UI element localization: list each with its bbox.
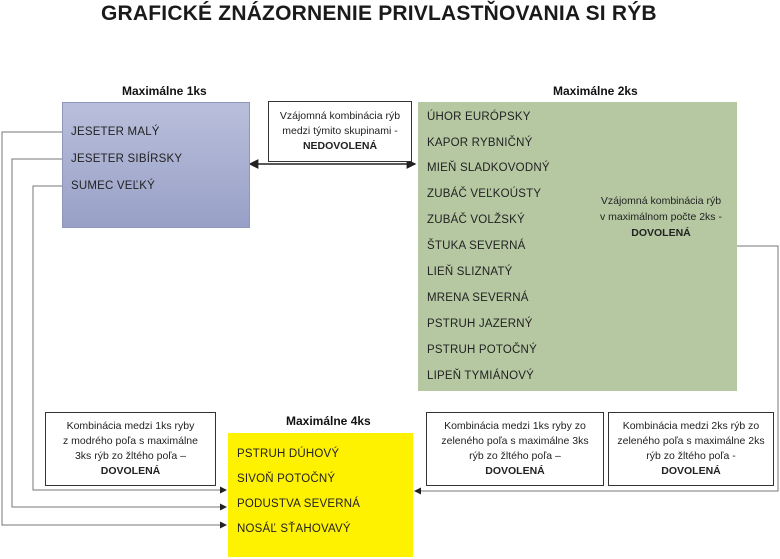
note-green2-yellow: Kombinácia medzi 2ks rýb zo zeleného poľa s maximálne 2ks rýb zo žltého poľa - DOVOLENÁ: [608, 412, 774, 486]
blue-item: JESETER MALÝ: [71, 126, 160, 138]
header-blue-group: Maximálne 1ks: [122, 84, 207, 98]
note-blue-green: Vzájomná kombinácia rýb medzi týmito skupinami - NEDOVOLENÁ: [268, 101, 412, 162]
header-green-group: Maximálne 2ks: [553, 84, 638, 98]
yellow-item: PSTRUH DÚHOVÝ: [237, 448, 340, 460]
diagram-title: GRAFICKÉ ZNÁZORNENIE PRIVLASTŇOVANIA SI RÝB: [101, 2, 657, 25]
note-blue-yellow: Kombinácia medzi 1ks ryby z modrého poľa s maximálne 3ks rýb zo žltého poľa – DOVOLENÁ: [45, 412, 216, 486]
green-item: PSTRUH POTOČNÝ: [427, 344, 537, 356]
blue-item: SUMEC VEĽKÝ: [71, 180, 156, 192]
green-group-note: Vzájomná kombinácia rýb v maximálnom počte 2ks - DOVOLENÁ: [600, 195, 722, 239]
green-item: KAPOR RYBNIČNÝ: [427, 137, 533, 149]
header-yellow-group: Maximálne 4ks: [286, 414, 371, 428]
green-item: ZUBÁČ VOLŽSKÝ: [427, 214, 525, 226]
green-item: MIEŇ SLADKOVODNÝ: [427, 162, 550, 174]
green-item: ŠTUKA SEVERNÁ: [427, 240, 526, 252]
green-item: LIEŇ SLIZNATÝ: [427, 266, 513, 278]
green-item: MRENA SEVERNÁ: [427, 292, 529, 304]
blue-group-box: [62, 102, 250, 228]
green-item: LIPEŇ TYMIÁNOVÝ: [427, 370, 534, 382]
green-item: ZUBÁČ VEĽKOÚSTY: [427, 188, 542, 200]
green-item: PSTRUH JAZERNÝ: [427, 318, 533, 330]
blue-item: JESETER SIBÍRSKY: [71, 153, 183, 165]
yellow-item: PODUSTVA SEVERNÁ: [237, 498, 361, 510]
yellow-item: SIVOŇ POTOČNÝ: [237, 473, 336, 485]
yellow-item: NOSÁĽ SŤAHOVAVÝ: [237, 523, 351, 535]
note-green1-yellow: Kombinácia medzi 1ks ryby zo zeleného poľa s maximálne 3ks rýb zo žltého poľa – DOVOLENÁ: [426, 412, 604, 486]
green-item: ÚHOR EURÓPSKY: [427, 111, 531, 123]
